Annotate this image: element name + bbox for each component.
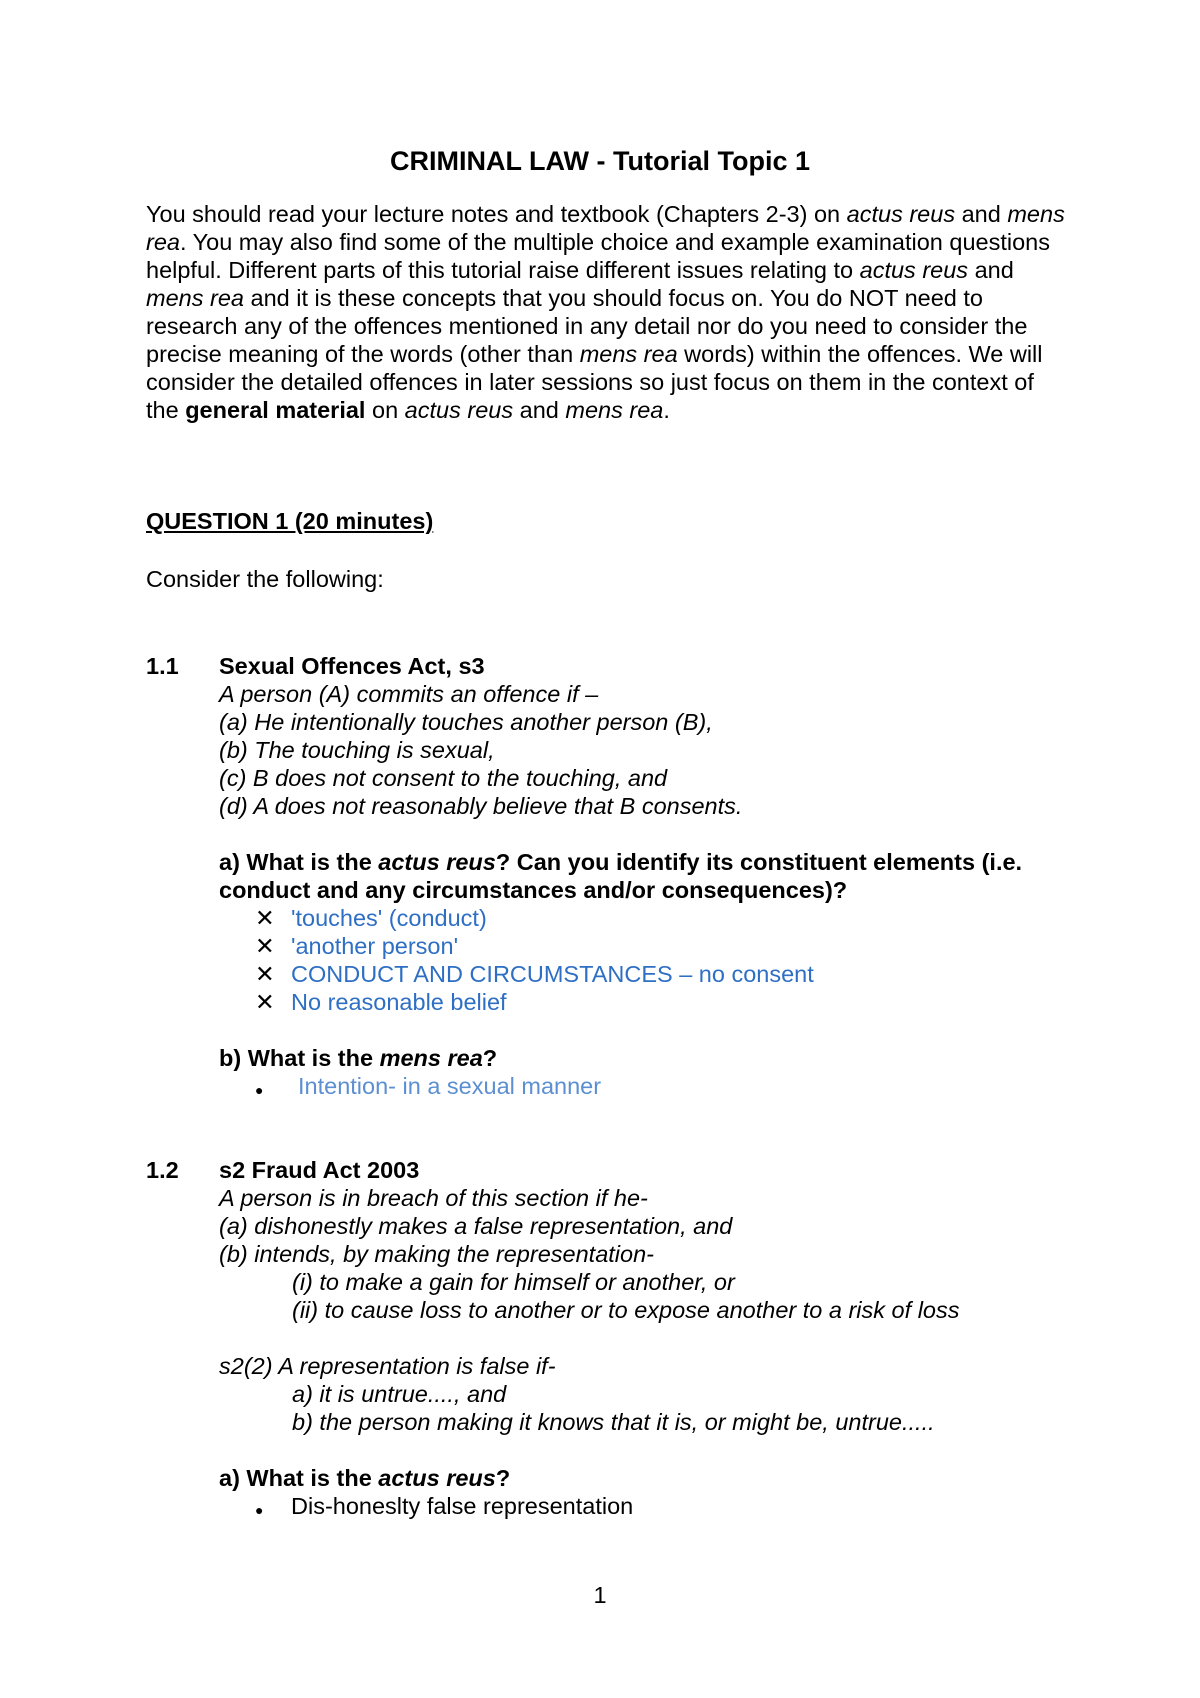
list-item [255, 932, 1069, 960]
answer-text: 'another person' [291, 933, 459, 959]
intro-text: and it is these concepts that you should focus on. You do NOT need to research any of the offences mentioned in any detail nor do you need to consider the precise meaning of the words (other than [146, 285, 1028, 367]
intro-italic: actus reus [404, 397, 514, 423]
statute-line: (d) A does not reasonably believe that B consents. [219, 793, 743, 819]
section-body [219, 1156, 1069, 1520]
question-text: b) What is the [219, 1045, 380, 1071]
intro-text: and [955, 201, 1008, 227]
bullet-icon: ● [255, 1082, 264, 1098]
statute-subline: (ii) to cause loss to another or to expose another to a risk of loss [292, 1297, 960, 1323]
question-text: ? [495, 1465, 511, 1491]
answer-text: 'touches' (conduct) [291, 905, 487, 931]
question-heading: QUESTION 1 (20 minutes) [146, 508, 434, 534]
intro-text: . [663, 397, 670, 423]
question-italic: actus reus [378, 1465, 496, 1491]
list-item [255, 904, 1069, 932]
question-a [219, 1464, 1069, 1492]
page-number: 1 [593, 1582, 607, 1608]
question-italic: mens rea [379, 1045, 483, 1071]
list-item [255, 1492, 1069, 1520]
question-text: a) What is the [219, 849, 379, 875]
list-item [255, 1072, 1069, 1100]
intro-paragraph [146, 200, 1066, 424]
page-title: CRIMINAL LAW - Tutorial Topic 1 [390, 146, 810, 176]
question-text: ? [482, 1045, 498, 1071]
intro-text: on [365, 397, 405, 423]
intro-italic: actus reus [859, 257, 969, 283]
answer-text: Dis-honeslty false representation [291, 1493, 634, 1519]
answer-list [219, 1492, 1069, 1520]
cross-icon: ✕ [255, 961, 275, 987]
intro-text: You should read your lecture notes and textbook (Chapters 2-3) on [146, 201, 847, 227]
section-title: Sexual Offences Act, s3 [219, 653, 485, 679]
answer-text: CONDUCT AND CIRCUMSTANCES – no consent [291, 961, 814, 987]
intro-text: and [513, 397, 566, 423]
intro-italic: mens rea [146, 285, 244, 311]
statute-line: A person is in breach of this section if he- [219, 1185, 648, 1211]
statute-subline: a) it is untrue...., and [292, 1381, 507, 1407]
question-b [219, 1044, 1069, 1072]
answer-text: Intention- in a sexual manner [298, 1073, 602, 1099]
intro-italic: mens rea [579, 341, 678, 367]
cross-icon: ✕ [255, 905, 275, 931]
list-item [255, 960, 1069, 988]
section-number: 1.1 [146, 653, 179, 679]
intro-italic: mens rea [146, 201, 1065, 255]
answer-list [219, 1072, 1069, 1100]
bullet-icon: ● [255, 1502, 264, 1518]
answer-text: No reasonable belief [291, 989, 507, 1015]
section-title: s2 Fraud Act 2003 [219, 1157, 420, 1183]
statute-subline: b) the person making it knows that it is, or might be, untrue..... [292, 1409, 935, 1435]
statute-line: (b) intends, by making the representation- [219, 1241, 654, 1267]
intro-text: words) within the offences. We will consider the detailed offences in later sessions so just focus on them in the context of the [146, 341, 1043, 423]
statute-subsection-head: s2(2) A representation is false if- [219, 1353, 556, 1379]
statute-line: (c) B does not consent to the touching, and [219, 765, 668, 791]
question-a [219, 848, 1069, 904]
section-body [219, 652, 1069, 1100]
intro-bold: general material [185, 397, 366, 423]
statute-line: (b) The touching is sexual, [219, 737, 495, 763]
statute-line: (a) He intentionally touches another person (B), [219, 709, 713, 735]
intro-text: and [968, 257, 1014, 283]
consider-text: Consider the following: [146, 566, 384, 592]
section-number: 1.2 [146, 1157, 179, 1183]
question-text: a) What is the [219, 1465, 379, 1491]
cross-icon: ✕ [255, 933, 275, 959]
question-italic: actus reus [378, 849, 496, 875]
statute-subline: (i) to make a gain for himself or another, or [292, 1269, 735, 1295]
list-item [255, 988, 1069, 1016]
intro-italic: mens rea [565, 397, 664, 423]
statute-line: A person (A) commits an offence if – [219, 681, 599, 707]
cross-icon: ✕ [255, 989, 275, 1015]
question-text: ? Can you identify its constituent elements (i.e. conduct and any circumstances and/or consequences)? [219, 849, 1023, 903]
intro-italic: actus reus [846, 201, 956, 227]
intro-text: . You may also find some of the multiple choice and example examination questions helpful. Different parts of this tutorial raise different issues relating to [146, 229, 1050, 283]
statute-line: (a) dishonestly makes a false representation, and [219, 1213, 733, 1239]
answer-list [219, 904, 1069, 1016]
